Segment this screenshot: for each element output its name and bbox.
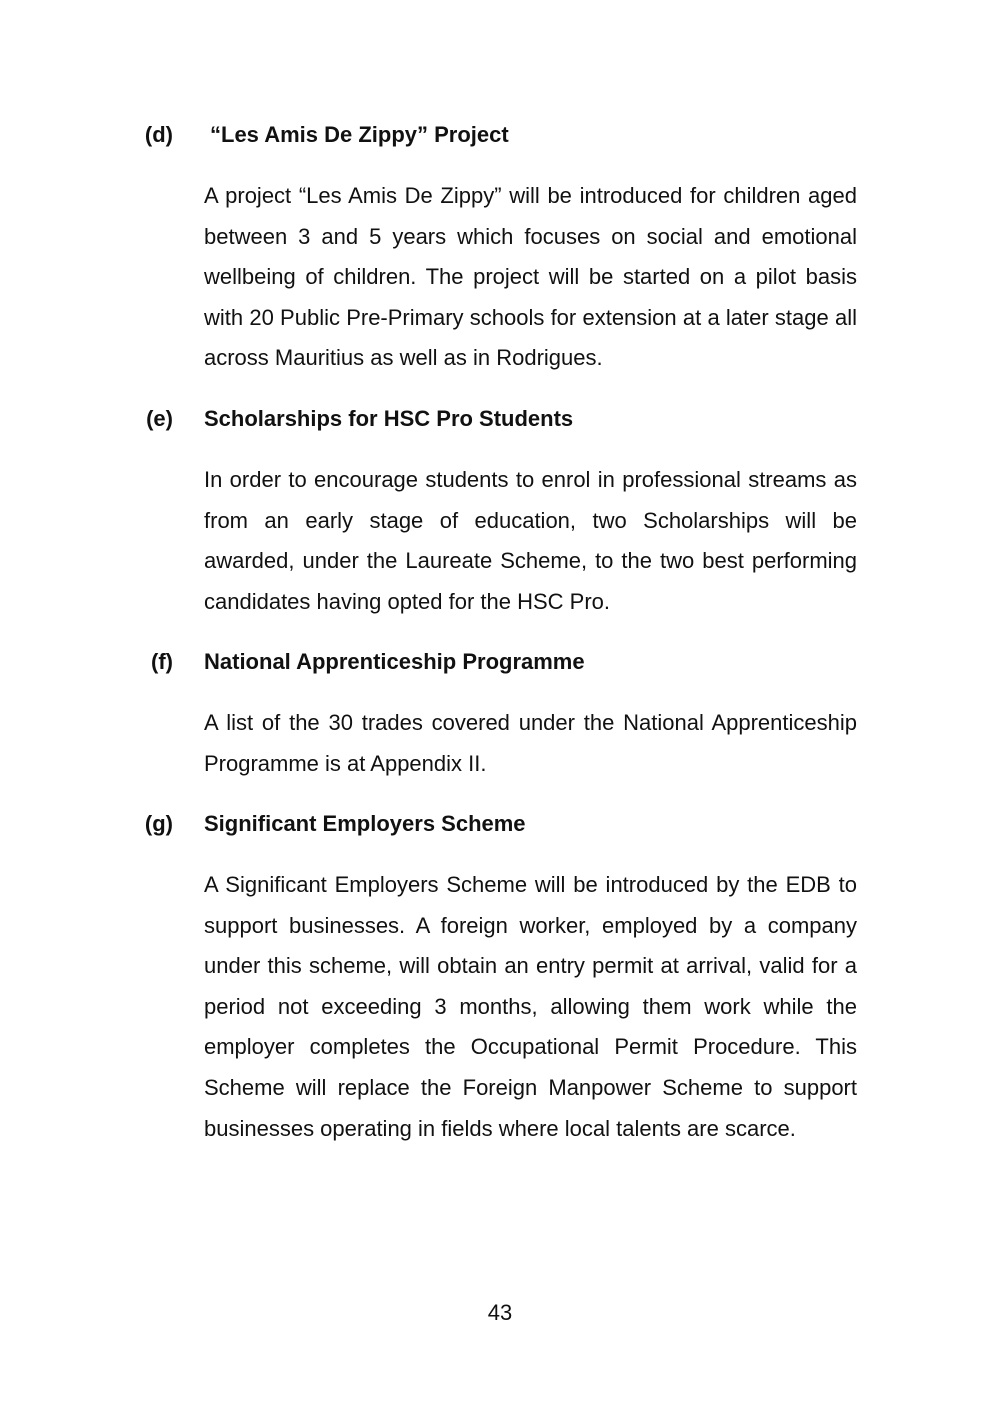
section-letter: (f)	[151, 649, 173, 674]
section-letter: (e)	[146, 406, 173, 431]
section-letter: (d)	[144, 122, 173, 147]
section-body: A list of the 30 trades covered under the National Apprenticeship Programme is at Appendix II.	[204, 710, 857, 776]
section-body: In order to encourage students to enrol in professional streams as from an early stage of education, two Scholarships will be awarded, under the Laureate Scheme, to the two best performing candidates having opted for the HSC Pro.	[204, 467, 857, 614]
section-body: A Significant Employers Scheme will be introduced by the EDB to support businesses. A foreign worker, employed by a company under this scheme, will obtain an entry permit at arrival, valid for a period not exceeding 3 months, allowing them work while the employer completes the Occupational Permit Procedure. This Scheme will replace the Foreign Manpower Scheme to support businesses operating in fields where local talents are scarce.	[204, 872, 857, 1141]
section-heading: Significant Employers Scheme	[204, 811, 526, 836]
section-letter: (g)	[144, 811, 173, 836]
page-number: 43	[487, 1300, 513, 1325]
section-heading: National Apprenticeship Programme	[204, 649, 585, 674]
section-heading: Scholarships for HSC Pro Students	[204, 406, 574, 431]
section-body: A project “Les Amis De Zippy” will be introduced for children aged between 3 and 5 years which focuses on social and emotional wellbeing of children. The project will be started on a pilot basis with 20 Public Pre-Primary schools for extension at a later stage all across Mauritius as well as in Rodrigues.	[204, 183, 857, 371]
section-heading: “Les Amis De Zippy” Project	[210, 122, 509, 147]
